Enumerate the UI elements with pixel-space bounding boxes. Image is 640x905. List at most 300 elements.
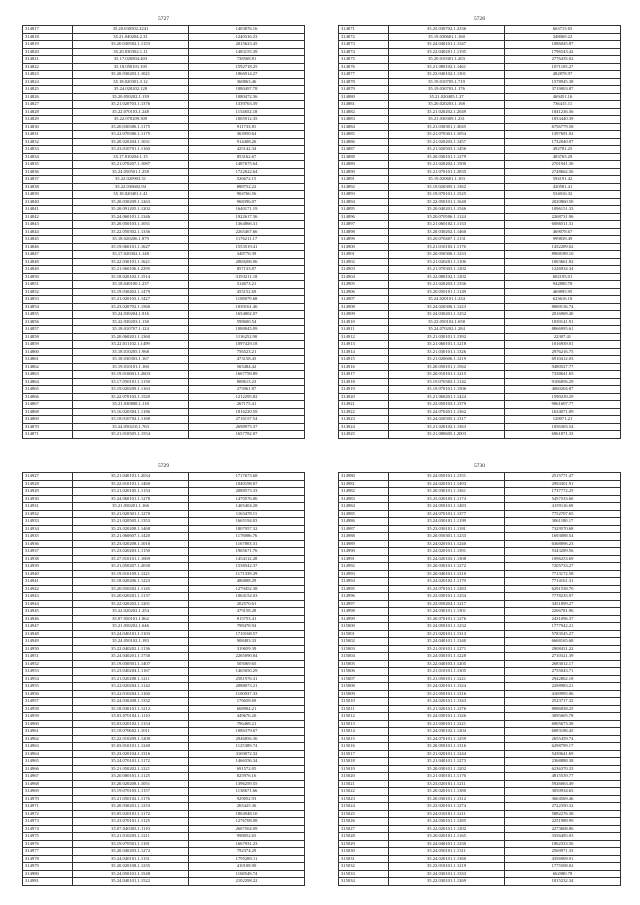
table-row [23, 728, 305, 736]
row-id-cell: 314975 [23, 833, 73, 841]
table-row [339, 870, 621, 878]
amount-cell: 275061.87 [189, 386, 305, 394]
table-row [23, 131, 305, 139]
row-id-cell: 315003 [339, 645, 389, 653]
code-cell: 35.19.020305.1.1362 [389, 183, 505, 191]
row-id-cell: 314911 [339, 326, 389, 334]
code-cell: 35.21.050207.1.2030 [73, 563, 189, 571]
table-row [339, 668, 621, 676]
amount-cell: 1634071.09 [505, 408, 621, 416]
row-id-cell: 314890 [339, 168, 389, 176]
row-id-cell: 315012 [339, 713, 389, 721]
code-cell: 35.21.050102.1.1176 [73, 795, 189, 803]
code-cell: 35.18.070602.1.1011 [73, 728, 189, 736]
table-row [339, 258, 621, 266]
code-cell: 35.22.020903.31 [73, 176, 189, 184]
table-row [339, 773, 621, 781]
row-id-cell: 314859 [23, 341, 73, 349]
row-id-cell: 314846 [23, 243, 73, 251]
table-row [339, 356, 621, 364]
table-row [339, 71, 621, 79]
row-id-cell: 314931 [23, 503, 73, 511]
row-id-cell: 314976 [23, 840, 73, 848]
code-cell: 35.24.070101.1.1377 [389, 510, 505, 518]
code-cell: 35.21.020203.1.1336 [389, 281, 505, 289]
code-cell: 35.19.010601.1.2603 [73, 371, 189, 379]
row-id-cell: 314849 [23, 266, 73, 274]
code-cell: 35.03.020102.1.1154 [73, 720, 189, 728]
code-cell: 35.24.040101.1.1103 [73, 630, 189, 638]
amount-cell: 8069136.74 [505, 303, 621, 311]
row-id-cell: 314866 [23, 393, 73, 401]
code-cell: 35.24.020102.1.1170 [389, 578, 505, 586]
row-id-cell: 314878 [339, 78, 389, 86]
table-row [339, 518, 621, 526]
row-id-cell: 314981 [339, 480, 389, 488]
code-cell: 35.21.020606.1.1219 [389, 356, 505, 364]
code-cell: 35.19.030402.1.1479 [73, 288, 189, 296]
table-row [23, 288, 305, 296]
table-row [339, 123, 621, 131]
amount-cell: 3095605.78 [505, 713, 621, 721]
code-cell: 35.18.020206.1.879 [73, 236, 189, 244]
amount-cell: 998052.65 [189, 833, 305, 841]
code-cell: 35.24.040101.1.1151 [73, 855, 189, 863]
table-row [23, 855, 305, 863]
table-row [339, 638, 621, 646]
table-row [23, 608, 305, 616]
code-cell: 35.24.020101.1.1493 [389, 480, 505, 488]
amount-cell: 1397691.02 [505, 131, 621, 139]
row-id-cell: 314821 [23, 56, 73, 64]
table-row [23, 713, 305, 721]
row-id-cell: 314965 [23, 758, 73, 766]
row-id-cell: 314888 [339, 153, 389, 161]
table-row [23, 206, 305, 214]
amount-cell: 1777942.21 [505, 623, 621, 631]
table-row [23, 168, 305, 176]
amount-cell: 8968189.10 [505, 251, 621, 259]
code-cell: 35.22.030101.1.1269 [389, 878, 505, 886]
row-id-cell: 314947 [23, 623, 73, 631]
amount-cell: 1592718.25 [189, 63, 305, 71]
amount-cell: 505069.65 [189, 660, 305, 668]
table-row [23, 273, 305, 281]
amount-cell: 1040198.07 [189, 480, 305, 488]
row-id-cell: 314838 [23, 183, 73, 191]
row-id-cell: 314899 [339, 236, 389, 244]
table-row [339, 86, 621, 94]
row-id-cell: 314900 [339, 243, 389, 251]
amount-cell: 1965671.76 [189, 548, 305, 556]
code-cell: 35.23.050204.1.1217 [389, 600, 505, 608]
amount-cell: 8086838.25 [505, 705, 621, 713]
table-row [339, 138, 621, 146]
row-id-cell: 314930 [23, 495, 73, 503]
code-cell: 35.21.070301.1.1054 [389, 131, 505, 139]
row-id-cell: 314887 [339, 146, 389, 154]
code-cell: 35.17.020804.403 [73, 56, 189, 64]
row-id-cell: 314837 [23, 176, 73, 184]
amount-cell: 623616.18 [505, 296, 621, 304]
code-cell: 35.18.020401.1.41 [73, 191, 189, 199]
amount-cell: 4356909.91 [505, 855, 621, 863]
code-cell: 35.18.030303.1.167 [73, 356, 189, 364]
code-cell: 35.23.020208.1.1010 [73, 540, 189, 548]
row-id-cell: 314857 [23, 326, 73, 334]
amount-cell: 534016.32 [505, 191, 621, 199]
amount-cell: 5439641.69 [505, 750, 621, 758]
row-id-cell: 315019 [339, 765, 389, 773]
row-id-cell: 314932 [23, 510, 73, 518]
amount-cell: 663715.65 [505, 26, 621, 34]
table-row [339, 585, 621, 593]
row-id-cell: 314980 [339, 473, 389, 481]
code-cell: 35.21.060106.1.2295 [73, 266, 189, 274]
row-id-cell: 314927 [23, 473, 73, 481]
table-row [23, 848, 305, 856]
code-cell: 35.24.030101.1.1285 [389, 818, 505, 826]
table-row [23, 690, 305, 698]
amount-cell: 7752707.65 [505, 510, 621, 518]
amount-cell: 1339763.39 [189, 101, 305, 109]
table-row [339, 228, 621, 236]
row-id-cell: 314924 [339, 423, 389, 431]
code-cell: 35.21.080605.1.2003 [389, 431, 505, 439]
row-id-cell: 314832 [23, 138, 73, 146]
table-row [339, 431, 621, 439]
table-row [23, 33, 305, 41]
row-id-cell: 314977 [23, 848, 73, 856]
table-row [339, 608, 621, 616]
code-cell: 35.22.040202.1.1136 [73, 645, 189, 653]
row-id-cell: 315001 [339, 630, 389, 638]
amount-cell: 469078.67 [505, 228, 621, 236]
amount-cell: 1553519.41 [189, 243, 305, 251]
table-row [339, 416, 621, 424]
code-cell: 35.24.050101.1.1351 [389, 473, 505, 481]
table-row [23, 371, 305, 379]
amount-cell: 1470576.06 [189, 495, 305, 503]
code-cell: 35.25.020103.1.1174 [389, 495, 505, 503]
code-cell: 35.21.020101.1.1313 [389, 630, 505, 638]
row-id-cell: 314843 [23, 221, 73, 229]
table-row [23, 675, 305, 683]
row-id-cell: 314870 [23, 423, 73, 431]
table-row [23, 578, 305, 586]
table-row [23, 698, 305, 706]
row-id-cell: 314983 [339, 495, 389, 503]
row-id-cell: 314959 [23, 713, 73, 721]
amount-cell: 853162.67 [189, 153, 305, 161]
amount-cell: 968396.07 [189, 198, 305, 206]
row-id-cell: 314973 [23, 818, 73, 826]
amount-cell: 2655459.74 [505, 735, 621, 743]
amount-cell: 1866914.27 [189, 71, 305, 79]
code-cell: 35.21.020103.1.1427 [73, 296, 189, 304]
code-cell: 35.20.010101.1.1215 [389, 371, 505, 379]
data-table [338, 472, 621, 886]
code-cell: 35.21.020102.1.1363 [389, 423, 505, 431]
row-id-cell: 314822 [23, 63, 73, 71]
row-id-cell: 314919 [339, 386, 389, 394]
row-id-cell: 314952 [23, 660, 73, 668]
row-id-cell: 315008 [339, 683, 389, 691]
amount-cell: 1163478.11 [189, 510, 305, 518]
code-cell: 35.20.020204.1.1031 [73, 138, 189, 146]
row-id-cell: 314920 [339, 393, 389, 401]
amount-cell: 7778235.97 [505, 593, 621, 601]
amount-cell: 1590239.29 [505, 393, 621, 401]
row-id-cell: 314819 [23, 41, 73, 49]
table-row [23, 333, 305, 341]
code-cell: 35.20.030502.2241 [73, 26, 189, 34]
table-row [339, 690, 621, 698]
amount-cell: 1922617.36 [189, 213, 305, 221]
amount-cell: 7338641.65 [505, 371, 621, 379]
row-id-cell: 314989 [339, 540, 389, 548]
row-id-cell: 314861 [23, 356, 73, 364]
code-cell: 35.21.040204.2.31 [73, 33, 189, 41]
code-cell: 35.22.050101.1.1640 [389, 198, 505, 206]
amount-cell: 2722350.32 [505, 803, 621, 811]
amount-cell: 7713172.58 [505, 570, 621, 578]
table-row [23, 236, 305, 244]
code-cell: 35.20.050202.1.1145 [73, 585, 189, 593]
code-cell: 35.20.030201.1.1233 [73, 803, 189, 811]
code-cell: 35.22.030101.1.1621 [73, 258, 189, 266]
row-id-cell: 314948 [23, 630, 73, 638]
amount-cell: 265425.36 [189, 803, 305, 811]
table-row [339, 401, 621, 409]
amount-cell: 2716157.54 [189, 416, 305, 424]
code-cell: 35.19.060101.1.1627 [73, 243, 189, 251]
code-cell: 35.21.010505.1.1554 [73, 431, 189, 439]
table-row [339, 408, 621, 416]
table-row [339, 495, 621, 503]
amount-cell: 1405404.28 [189, 503, 305, 511]
amount-cell: 908403.33 [189, 638, 305, 646]
row-id-cell: 314880 [339, 93, 389, 101]
table-row [339, 735, 621, 743]
code-cell: 35.21.050201.1.166 [73, 503, 189, 511]
code-cell: 35.20.030101.1.1361 [389, 488, 505, 496]
code-cell: 35.21.040101.1.1273 [389, 758, 505, 766]
row-id-cell: 315022 [339, 788, 389, 796]
code-cell: 35.20.060201.1.1360 [73, 333, 189, 341]
amount-cell: 2755043.71 [505, 668, 621, 676]
table-row [339, 750, 621, 758]
table-row [23, 525, 305, 533]
amount-cell: 319659.39 [189, 645, 305, 653]
table-row [23, 758, 305, 766]
table-row [339, 705, 621, 713]
table-row [339, 243, 621, 251]
table-row [23, 503, 305, 511]
amount-cell: 602195.01 [505, 273, 621, 281]
table-row [23, 183, 305, 191]
amount-cell: 2569971.33 [505, 848, 621, 856]
amount-cell: 1016939.01 [505, 341, 621, 349]
row-id-cell: 315020 [339, 773, 389, 781]
row-id-cell: 315011 [339, 705, 389, 713]
amount-cell: 1487675.64 [189, 161, 305, 169]
amount-cell: 1176211.17 [189, 236, 305, 244]
amount-cell: 598600.54 [189, 318, 305, 326]
row-id-cell: 314938 [23, 555, 73, 563]
code-cell: 35.21.010101.1.1305 [389, 668, 505, 676]
code-cell: 35.20.050301.1.1233 [389, 533, 505, 541]
table-row [23, 683, 305, 691]
row-id-cell: 314942 [23, 585, 73, 593]
amount-cell: 1039161.46 [189, 303, 305, 311]
table-row [339, 480, 621, 488]
row-id-cell: 314925 [339, 431, 389, 439]
code-cell: 35.19.070101.1.1525 [389, 191, 505, 199]
code-cell: 35.24.050210.1.763 [73, 423, 189, 431]
row-id-cell: 314889 [339, 161, 389, 169]
code-cell: 35.24.050501.1.258 [73, 168, 189, 176]
table-row [23, 161, 305, 169]
amount-cell: 1693088.54 [505, 533, 621, 541]
amount-cell: 1116252.90 [189, 333, 305, 341]
amount-cell: 1003661.82 [505, 258, 621, 266]
amount-cell: 1654802.07 [189, 311, 305, 319]
code-cell: 35.21.010103.1.1176 [389, 243, 505, 251]
amount-cell: 6756779.58 [505, 123, 621, 131]
row-id-cell: 314933 [23, 518, 73, 526]
code-cell: 35.21.030808.1.118 [73, 401, 189, 409]
code-cell: 35.24.020101.1.1391 [389, 548, 505, 556]
row-id-cell: 314968 [23, 780, 73, 788]
code-cell: 35.19.010705.1.719 [389, 78, 505, 86]
row-id-cell: 315000 [339, 623, 389, 631]
table-row [339, 713, 621, 721]
code-cell: 35.21.020301.1.1270 [73, 510, 189, 518]
panel-title: 5730 [474, 463, 485, 469]
code-cell: 35.23.030101.1.1181 [389, 525, 505, 533]
amount-cell: 2942862.18 [505, 675, 621, 683]
amount-cell: 2265090.84 [189, 653, 305, 661]
row-id-cell: 315033 [339, 870, 389, 878]
row-id-cell: 314844 [23, 228, 73, 236]
code-cell: 35.22.040201.1.1195 [389, 48, 505, 56]
code-cell: 35.20.080101.1.1125 [73, 773, 189, 781]
row-id-cell: 314827 [23, 101, 73, 109]
row-id-cell: 314996 [339, 593, 389, 601]
code-cell: 35.24.030101.1.1228 [389, 653, 505, 661]
row-id-cell: 314988 [339, 533, 389, 541]
code-cell: 35.20.070101.1.1276 [389, 615, 505, 623]
table-row [23, 585, 305, 593]
table-row [23, 660, 305, 668]
row-id-cell: 314902 [339, 258, 389, 266]
code-cell: 35.20.030101.1.1279 [389, 153, 505, 161]
table-row [339, 78, 621, 86]
row-id-cell: 314984 [339, 503, 389, 511]
code-cell: 35.18.010707.1.124 [73, 326, 189, 334]
table-row [23, 303, 305, 311]
table-row [23, 540, 305, 548]
table-row [339, 101, 621, 109]
row-id-cell: 314913 [339, 341, 389, 349]
amount-cell: 4060204.87 [505, 386, 621, 394]
table-row [339, 48, 621, 56]
row-id-cell: 315029 [339, 840, 389, 848]
row-id-cell: 314951 [23, 653, 73, 661]
amount-cell: 5343289.56 [505, 548, 621, 556]
amount-cell: 2748662.56 [505, 168, 621, 176]
code-cell: 35.20.020101.1.1380 [389, 788, 505, 796]
amount-cell: 2088073.21 [189, 683, 305, 691]
table-row [339, 183, 621, 191]
amount-cell: 904766.56 [189, 191, 305, 199]
code-cell: 35.21.030101.1.1326 [389, 348, 505, 356]
table-row [339, 660, 621, 668]
row-id-cell: 314987 [339, 525, 389, 533]
code-cell: 35.24.060101.1.1346 [73, 213, 189, 221]
row-id-cell: 314939 [23, 563, 73, 571]
amount-cell: 1483155.39 [189, 48, 305, 56]
table-row [23, 48, 305, 56]
code-cell: 35.19.010109.1.1221 [73, 570, 189, 578]
code-cell: 35.24.060101.1.1278 [73, 495, 189, 503]
table-row [23, 326, 305, 334]
code-cell: 35.20.020203.1.168 [389, 101, 505, 109]
data-table [338, 25, 621, 439]
code-cell: 35.20.050103.1.1031 [73, 221, 189, 229]
amount-cell: 2776435.02 [505, 56, 621, 64]
row-id-cell: 314929 [23, 488, 73, 496]
row-id-cell: 314826 [23, 93, 73, 101]
row-id-cell: 314854 [23, 303, 73, 311]
code-cell: 35.18.020206.1.1223 [73, 578, 189, 586]
code-cell: 35.21.030101.1.1221 [389, 720, 505, 728]
code-cell: 35.18.010205.1.968 [73, 348, 189, 356]
table-row [23, 281, 305, 289]
table-row [23, 408, 305, 416]
table-panel-5727 [22, 14, 305, 439]
row-id-cell: 314823 [23, 71, 73, 79]
code-cell: 35.23.020208.1.1468 [73, 525, 189, 533]
code-cell: 35.19.030501.1.1407 [73, 660, 189, 668]
row-id-cell: 315016 [339, 743, 389, 751]
amount-cell: 1722622.64 [189, 168, 305, 176]
table-row [23, 108, 305, 116]
amount-cell: 857133.87 [189, 266, 305, 274]
row-id-cell: 314922 [339, 408, 389, 416]
code-cell: 35.19.020601.1.103 [389, 176, 505, 184]
amount-cell: 914408.26 [189, 138, 305, 146]
row-id-cell: 314903 [339, 266, 389, 274]
row-id-cell: 315002 [339, 638, 389, 646]
row-id-cell: 314955 [23, 683, 73, 691]
table-row [23, 213, 305, 221]
amount-cell: 2908431.22 [505, 645, 621, 653]
row-id-cell: 315006 [339, 668, 389, 676]
row-id-cell: 314960 [23, 720, 73, 728]
amount-cell: 1005912.35 [189, 116, 305, 124]
amount-cell: 6086511.31 [505, 221, 621, 229]
amount-cell: 1212295.82 [189, 393, 305, 401]
table-row [23, 878, 305, 886]
code-cell: 35.20.030502.1.1153 [73, 41, 189, 49]
row-id-cell: 314904 [339, 273, 389, 281]
amount-cell: 3050934.65 [505, 788, 621, 796]
code-cell: 35.17.010204.1.15 [73, 153, 189, 161]
row-id-cell: 314944 [23, 600, 73, 608]
table-row [339, 780, 621, 788]
